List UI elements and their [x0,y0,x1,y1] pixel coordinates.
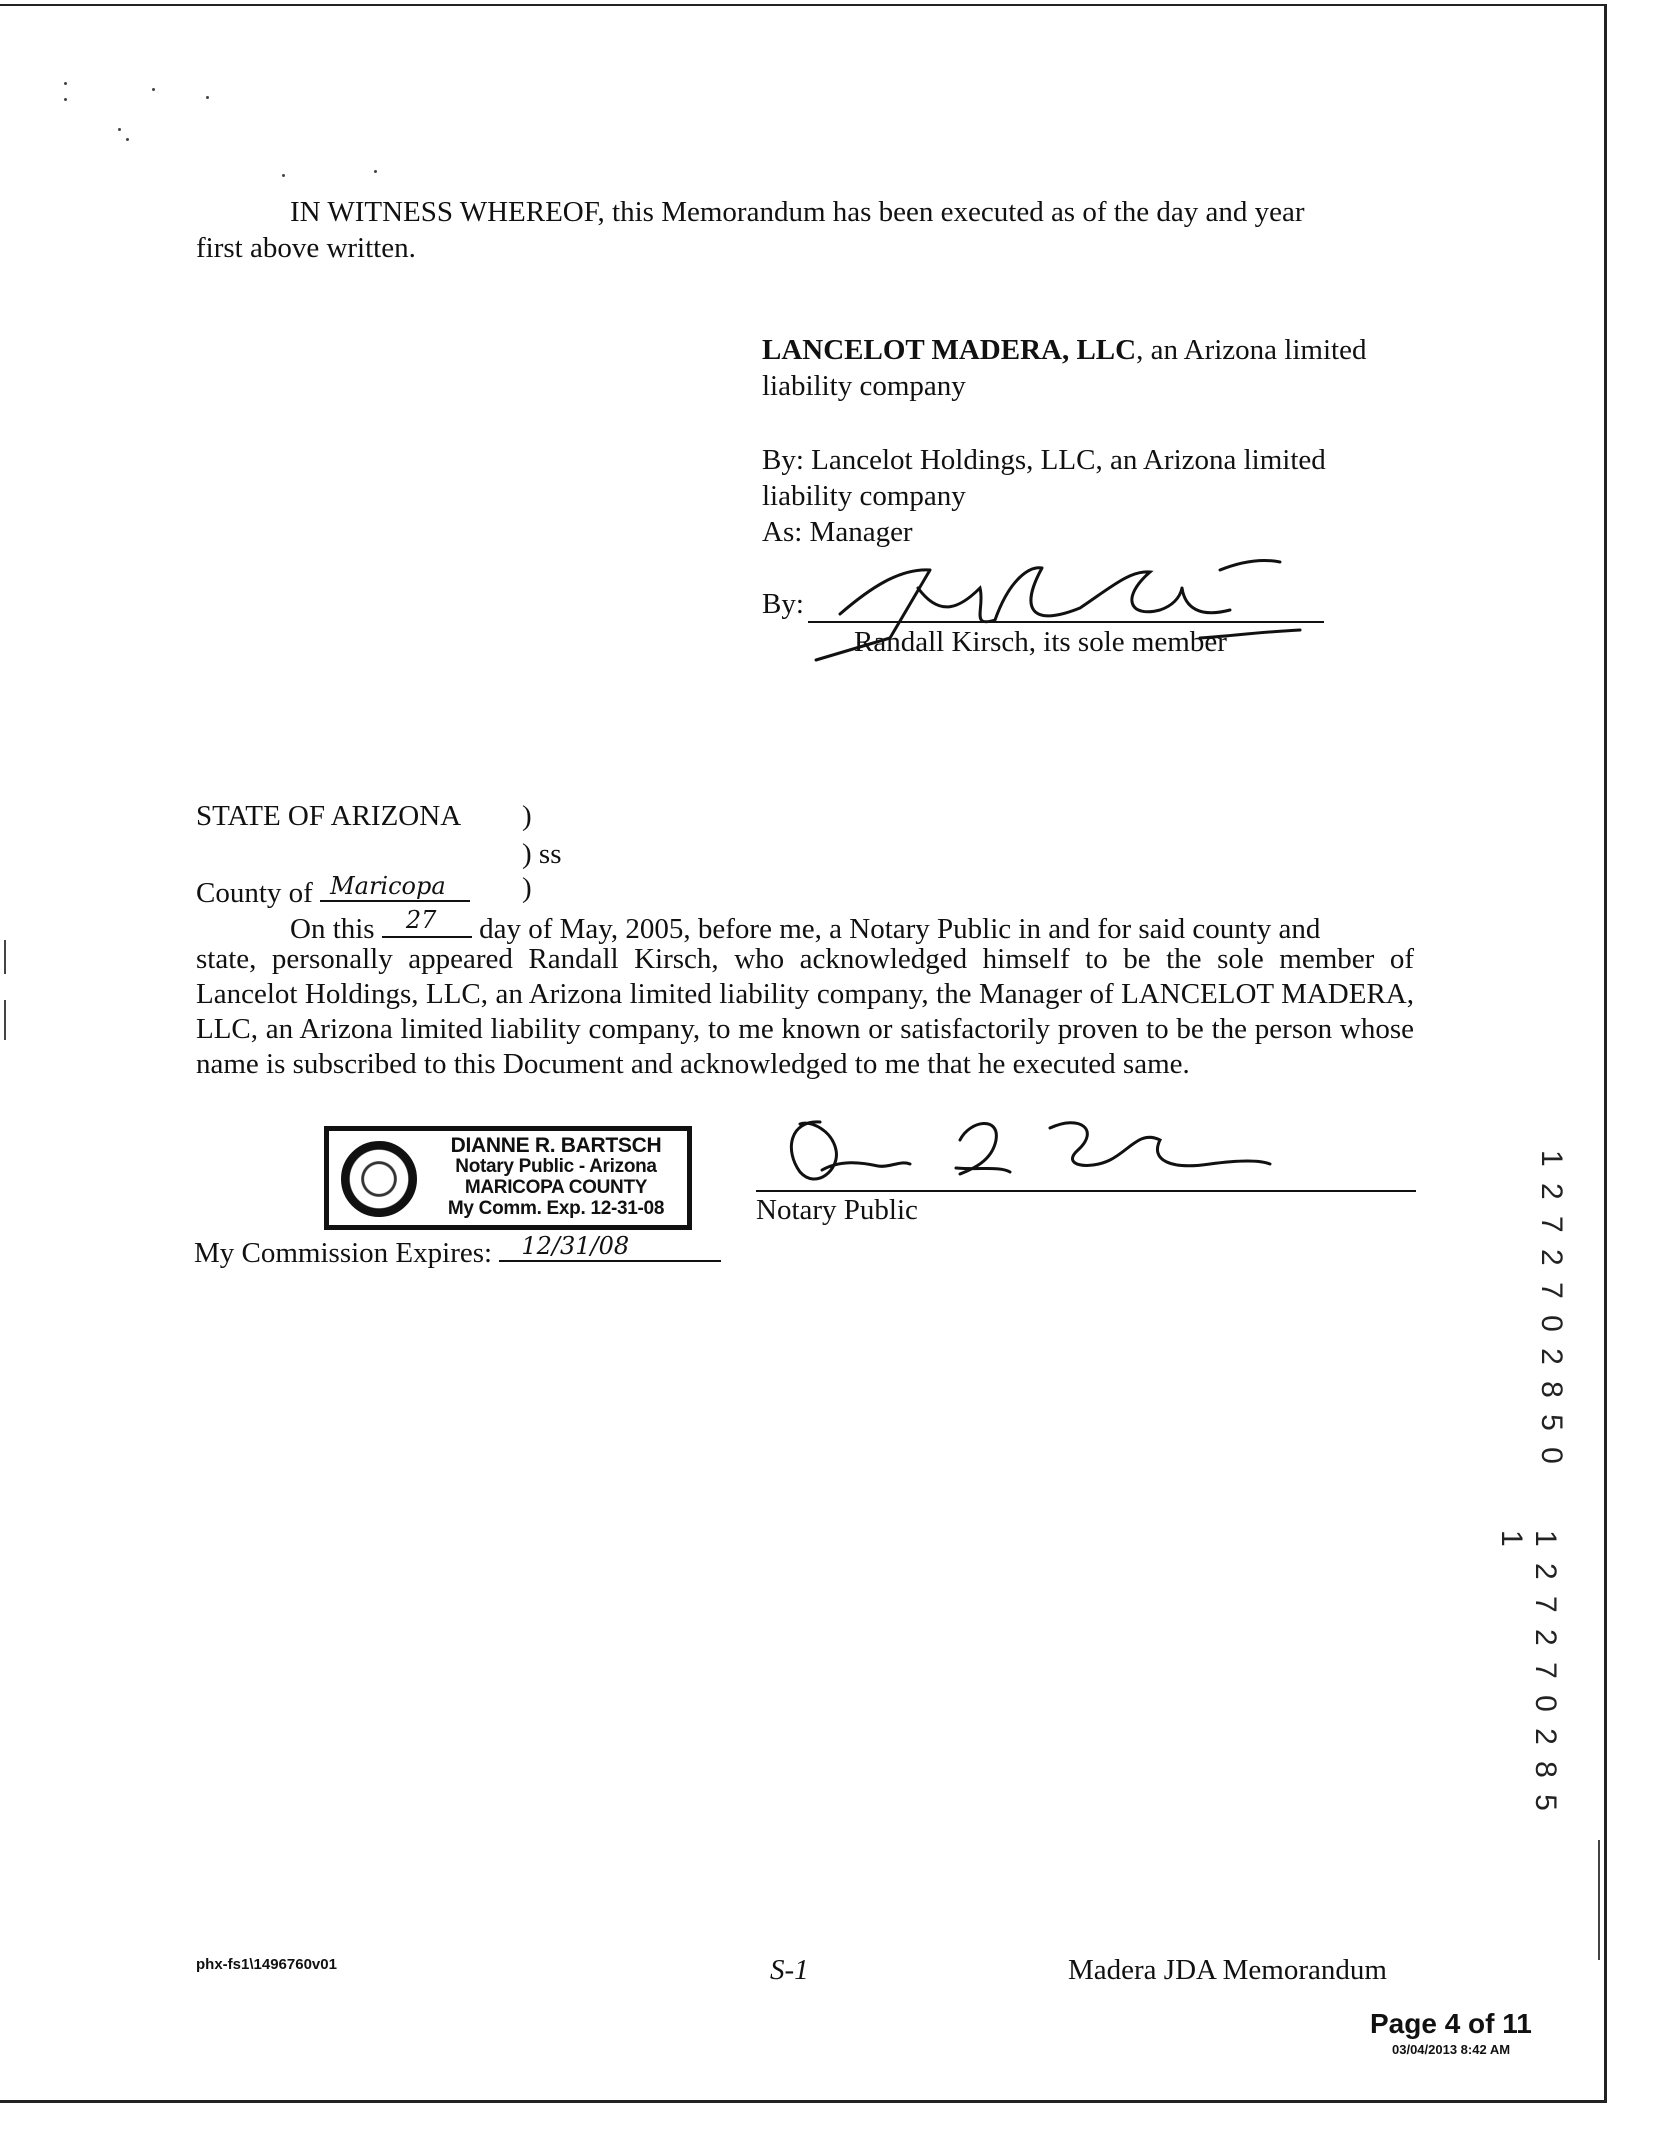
acknowledgment-body: state, personally appeared Randall Kirsch, who acknowledged himself to be the sole member of Lancelot Holdings, LLC, an Arizona limited liability company, the Manager of LANCELOT MADERA, LLC, an Arizona limited liability company, to me known or satisfactorily proven to be the person whose name is subscribed to this Document and acknowledged to me that he executed same. [196,943,1414,1080]
scan-mark [4,940,6,974]
stamp-line-4: My Comm. Exp. 12-31-08 [447,1198,665,1219]
scan-speck [64,98,67,101]
scan-speck [152,88,155,91]
signer-name: Randall Kirsch, its sole member [854,626,1227,658]
witness-line-2: first above written. [196,232,416,264]
footer-page-code: S-1 [770,1954,809,1986]
page-number: Page 4 of 11 [1370,2008,1532,2039]
footer-doc-title: Madera JDA Memorandum [1068,1954,1387,1986]
stamp-line-2: Notary Public - Arizona [455,1156,657,1177]
by-line-2: liability company [762,480,966,512]
venue-ss: ) ss [522,838,562,870]
ack-on-this: On this [290,913,375,945]
notary-seal-icon [341,1141,417,1217]
handwritten-signature-notary [760,1100,1280,1200]
scan-speck [118,128,121,131]
by-line-1: By: Lancelot Holdings, LLC, an Arizona limited [762,444,1326,476]
commission-line [194,1230,721,1271]
company-line-2: liability company [762,370,966,402]
commission-handwritten: 12/31/08 [521,1232,630,1260]
witness-line-1: IN WITNESS WHEREOF, this Memorandum has been executed as of the day and year [290,196,1305,228]
scan-mark [1598,1840,1600,1960]
venue-paren-1: ) [522,800,532,832]
scan-speck [64,82,67,85]
recording-number-1: 1 2 7 2 7 0 2 8 5 0 [1535,1150,1568,1468]
commission-blank [499,1230,721,1262]
county-handwritten: Maricopa [330,872,446,900]
county-label: County of [196,877,313,909]
company-suffix: , an Arizona limited [1136,334,1367,366]
scan-speck [374,170,377,173]
stamp-text [425,1135,687,1219]
print-timestamp: 03/04/2013 8:42 AM [1392,2042,1511,2057]
stamp-notary-name: DIANNE R. BARTSCH [450,1134,662,1157]
day-handwritten: 27 [405,906,437,934]
as-manager-line: As: Manager [762,516,913,548]
notary-stamp [324,1126,692,1230]
notary-public-label: Notary Public [756,1194,918,1226]
county-blank [320,870,470,902]
scan-speck [126,138,129,141]
stamp-line-3: MARICOPA COUNTY [464,1177,648,1198]
recording-number-2: 1 2 7 2 7 0 2 8 5 1 [1495,1530,1562,1815]
footer-doc-id: phx-fs1\1496760v01 [196,1956,337,1973]
scan-speck [206,96,209,99]
ack-first-line [290,906,1320,947]
ack-first-line-rest: day of May, 2005, before me, a Notary Public in and for said county and [479,913,1321,945]
scan-mark [4,1000,6,1040]
by-label: By: [762,588,804,620]
commission-label: My Commission Expires: [194,1237,493,1269]
day-blank [382,906,472,938]
venue-state: STATE OF ARIZONA [196,800,462,832]
venue-paren-3: ) [522,872,532,904]
scan-speck [282,174,285,177]
company-name-line [762,332,1366,368]
company-name: LANCELOT MADERA, LLC [762,334,1137,366]
